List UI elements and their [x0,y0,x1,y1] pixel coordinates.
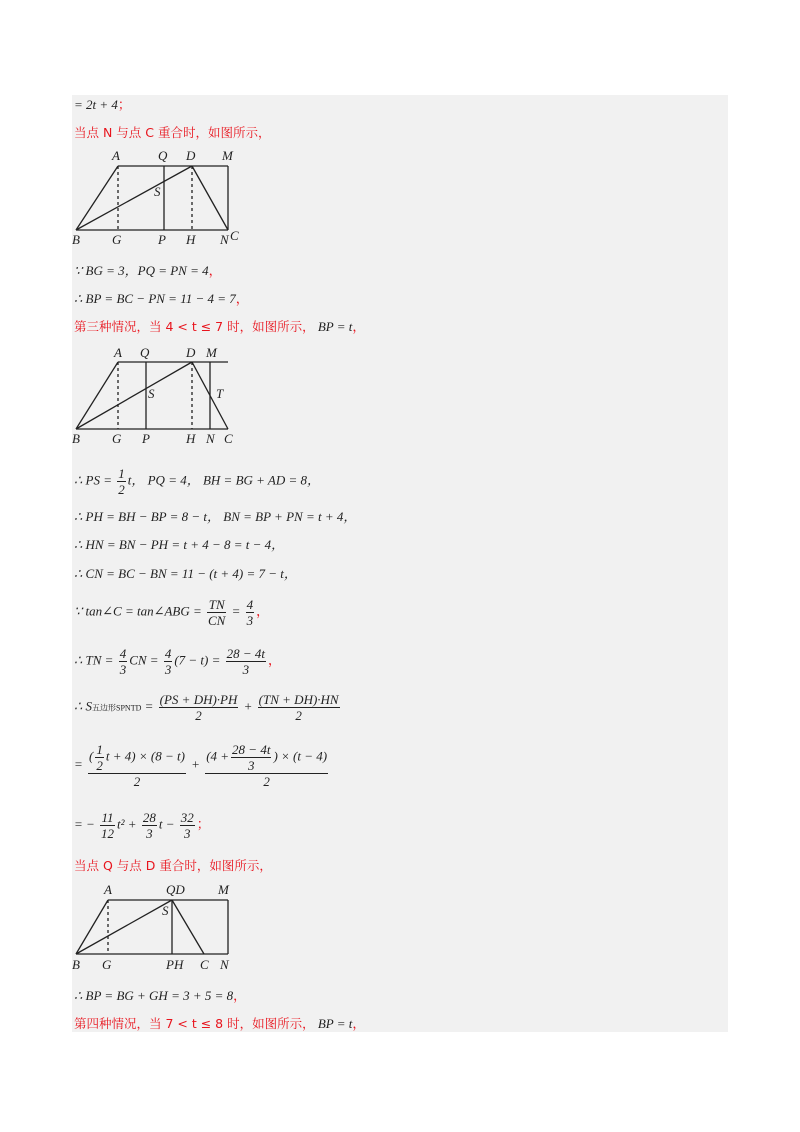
comma: ， [208,263,222,278]
frac-den: 3 [183,826,191,841]
frac-sub-2 [205,742,328,789]
frac-den: 2 [295,708,302,723]
frac-num: 4 [119,646,127,661]
figure-1 [72,143,262,256]
fig2-label-a: A [114,345,122,360]
fig2-label-n: N [206,431,215,446]
frac-trap-1 [159,692,239,723]
var-t: t [127,472,132,488]
fig2-label-s: S [148,386,155,401]
frac-den: 3 [119,662,127,677]
frac-num: 1 [118,466,125,481]
fig1-line-ab [76,166,118,230]
frac-num: (TN + DH)·HN [258,692,339,707]
plus: + [243,698,253,714]
semicolon: ； [117,97,131,112]
expr-pq-bh: ， PQ = 4， BH = BG + AD = 8， [131,472,321,488]
frac-num: 32 [180,810,194,825]
fig3-label-c: C [200,957,209,972]
line-area-substituted [74,742,330,789]
frac-sub-1 [88,742,186,789]
fig3-label-m: M [218,882,229,897]
frac-den: 3 [146,826,153,841]
comma: ， [235,291,249,306]
frac-tn-cn [207,597,226,628]
fig2-line-ab [76,362,118,429]
fig3-label-qd: QD [166,882,185,897]
fig1-line-bd [76,166,192,230]
fig1-label-p: P [158,232,166,247]
frac-num [205,742,328,774]
comma: ， [268,652,282,668]
fig1-label-d: D [186,148,196,163]
line-area-simplified [74,810,210,841]
plus: + [191,756,200,772]
frac-28-3 [142,810,157,841]
frac-num: 4 [246,597,254,612]
fig1-label-m: M [222,148,233,163]
expr-7-t: (7 − t) = [174,652,221,668]
expr-minus: = − [74,816,95,832]
fig1-label-a: A [112,148,120,163]
line-cn: ∴ CN = BC − BN = 11 − (t + 4) = 7 − t， [74,566,297,581]
frac-num: 4 [164,646,172,661]
case-n-coincides-c: 当点 N 与点 C 重合时，如图所示， [74,125,271,140]
fig1-line-dc [192,166,228,230]
figure-3-svg [72,880,262,974]
expr-bp-t: BP = t [317,319,353,334]
line-tn [74,646,281,677]
frac-num: 28 − 4t [226,646,266,661]
fig3-label-a: A [104,882,112,897]
expr: ) × (t − 4) [273,748,328,764]
expr-ps: ∴ PS = [74,472,112,488]
frac-4-3 [246,597,255,628]
fig2-label-c: C [224,431,233,446]
fig2-label-b: B [72,431,80,446]
fig3-line-dc [172,900,204,954]
frac-den: 2 [118,482,125,497]
frac-den: 2 [96,758,103,773]
fig3-line-bd [76,900,172,954]
case-four-text: 第四种情况，当 7 < t ≤ 8 时，如图所示， [74,1016,315,1031]
frac-den: 2 [263,774,270,789]
figure-2 [72,340,262,455]
frac-half [117,466,126,497]
expr-bp-7: ∴ BP = BC − PN = 11 − 4 = 7 [74,291,236,306]
case-three-heading [74,318,365,336]
frac-num: 28 − 4t [232,742,271,757]
fig2-label-d: D [186,345,196,360]
frac-4-3-b [164,646,173,677]
case-four-heading [74,1015,365,1033]
fig1-label-s: S [154,184,161,199]
frac-trap-2 [258,692,340,723]
fig3-label-b: B [72,957,80,972]
frac-num: (PS + DH)·PH [159,692,238,707]
frac-den: 3 [246,613,254,628]
expr-s: ∴ S [74,698,93,714]
line-ph-bn: ∴ PH = BH − BP = 8 − t， BN = BP + PN = t + 4， [74,509,357,524]
frac-den: CN [208,613,226,628]
fig3-label-ph: PH [166,957,184,972]
frac-num: 11 [101,810,114,825]
frac-num: 28 [142,810,156,825]
fig1-label-b: B [72,232,80,247]
frac-28-4t [226,646,266,677]
paren: (4 + [206,748,230,764]
fig2-label-p: P [142,431,150,446]
frac-half-inner [95,742,104,773]
figure-1-svg [72,143,262,251]
line-tan [74,597,269,628]
expr: t + 4) × (8 − t) [105,748,185,764]
frac-4-3-a [119,646,128,677]
fig3-label-s: S [162,903,169,918]
fig1-label-h: H [186,232,196,247]
comma: ， [233,988,247,1003]
fig2-label-q: Q [140,345,150,360]
equals: = [74,756,83,772]
paren: ( [89,748,94,764]
expr-cn: CN = [129,652,159,668]
fig2-label-h: H [186,431,196,446]
frac-num [88,742,186,774]
expr-bg-pq: ∵ BG = 3，PQ = PN = 4 [74,263,209,278]
fig1-label-c: C [230,228,239,243]
frac-den: 3 [164,662,172,677]
case-three-text: 第三种情况，当 4 < t ≤ 7 时，如图所示， [74,319,315,334]
line-hn: ∴ HN = BN − PH = t + 4 − 8 = t − 4， [74,537,285,552]
fig2-label-m: M [206,345,217,360]
line-bg-pq-pn [74,262,222,280]
frac-num: TN [208,597,225,612]
frac-den: 2 [195,708,202,723]
figure-3 [72,880,262,979]
frac-num: 1 [96,742,103,757]
equals: = [144,698,154,714]
frac-den: 3 [247,758,255,773]
line-bp-7 [74,290,249,308]
expr-bp-8: ∴ BP = BG + GH = 3 + 5 = 8 [74,988,234,1003]
semicolon: ； [196,816,210,832]
line-bp-8 [74,987,246,1005]
equals: = [231,603,241,619]
fig1-label-n: N [220,232,229,247]
expr-bp-t: BP = t [317,1016,353,1031]
expr-tn: ∴ TN = [74,652,114,668]
fig1-label-g: G [112,232,122,247]
frac-den: 3 [242,662,250,677]
case-q-coincides-d: 当点 Q 与点 D 重合时，如图所示， [74,858,272,873]
frac-11-12 [100,810,115,841]
fig3-label-n: N [220,957,229,972]
fig1-label-q: Q [158,148,168,163]
frac-den: 12 [101,826,115,841]
fig2-line-bd [76,362,192,429]
comma: ， [352,1016,366,1031]
frac-28-4t-inner [231,742,271,773]
fig2-label-g: G [112,431,122,446]
comma: ， [352,319,366,334]
line-result-2t4 [74,96,131,114]
fig3-label-g: G [102,957,112,972]
frac-32-3 [180,810,195,841]
fig2-label-t: T [216,386,224,401]
expr-2t4: = 2t + 4 [74,97,118,112]
expr-t2: t² + [117,816,137,832]
fig3-line-ab [76,900,108,954]
frac-den: 2 [133,774,141,789]
expr-t: t − [158,816,175,832]
line-area-formula [74,692,342,723]
line-ps-pq-bh [74,466,320,497]
comma: ， [256,603,270,619]
subscript-pentagon: 五边形SPNTD [92,703,142,713]
figure-2-svg [72,340,262,450]
expr-tan: ∵ tan∠C = tan∠ABG = [74,603,202,619]
